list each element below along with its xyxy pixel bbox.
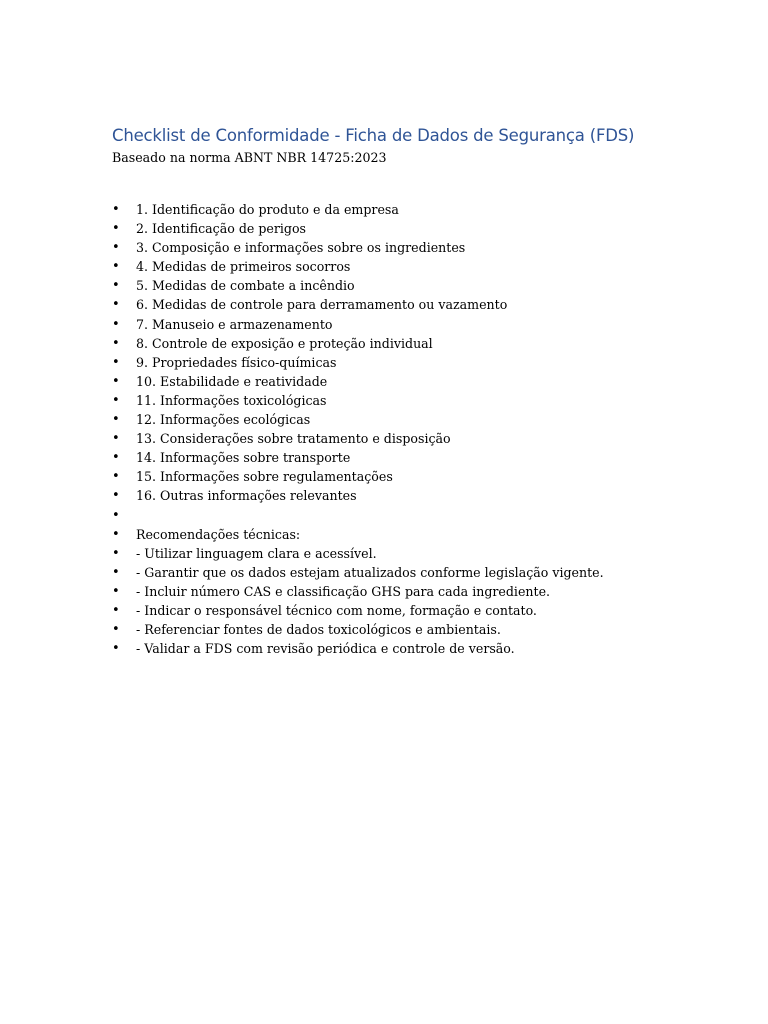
checklist-item-text: 13. Considerações sobre tratamento e disposição xyxy=(136,431,451,447)
checklist-item-text: - Garantir que os dados estejam atualizados conforme legislação vigente. xyxy=(136,564,604,580)
bullet-icon: • xyxy=(112,278,120,294)
checklist-item xyxy=(112,372,732,391)
checklist-item-text: - Referenciar fontes de dados toxicológicos e ambientais. xyxy=(136,622,501,638)
checklist-item-text: 9. Propriedades físico-químicas xyxy=(136,354,337,370)
checklist-item xyxy=(112,276,732,295)
document-subtitle: Baseado na norma ABNT NBR 14725:2023 xyxy=(112,150,387,165)
checklist-item xyxy=(112,410,732,429)
bullet-icon: • xyxy=(112,602,120,618)
checklist-item xyxy=(112,601,732,620)
bullet-icon: • xyxy=(112,545,120,561)
checklist-item-text: 10. Estabilidade e reatividade xyxy=(136,373,328,389)
checklist xyxy=(112,200,732,658)
checklist-item xyxy=(112,486,732,505)
checklist-item-text: 7. Manuseio e armazenamento xyxy=(136,316,333,332)
bullet-icon: • xyxy=(112,412,120,428)
checklist-item xyxy=(112,448,732,467)
bullet-icon: • xyxy=(112,259,120,275)
checklist-item xyxy=(112,295,732,314)
checklist-item-text: 15. Informações sobre regulamentações xyxy=(136,469,393,485)
checklist-item-text: 3. Composição e informações sobre os ingredientes xyxy=(136,240,466,256)
checklist-item-text: 8. Controle de exposição e proteção individual xyxy=(136,335,433,351)
checklist-item-text: - Incluir número CAS e classificação GHS para cada ingrediente. xyxy=(136,583,551,599)
checklist-item-text: - Utilizar linguagem clara e acessível. xyxy=(136,545,377,561)
checklist-item xyxy=(112,391,732,410)
checklist-item-text: 4. Medidas de primeiros socorros xyxy=(136,259,351,275)
checklist-item xyxy=(112,334,732,353)
checklist-item-text: - Validar a FDS com revisão periódica e controle de versão. xyxy=(136,641,515,657)
checklist-item xyxy=(112,639,732,658)
checklist-item xyxy=(112,467,732,486)
checklist-item xyxy=(112,582,732,601)
checklist-item xyxy=(112,219,732,238)
checklist-item-text: 2. Identificação de perigos xyxy=(136,221,307,237)
checklist-item xyxy=(112,353,732,372)
bullet-icon: • xyxy=(112,641,120,657)
bullet-icon: • xyxy=(112,450,120,466)
checklist-item xyxy=(112,257,732,276)
bullet-icon: • xyxy=(112,373,120,389)
bullet-icon: • xyxy=(112,335,120,351)
checklist-item-text: 11. Informações toxicológicas xyxy=(136,392,327,408)
checklist-item-text: - Indicar o responsável técnico com nome, formação e contato. xyxy=(136,602,537,618)
checklist-item-text: 5. Medidas de combate a incêndio xyxy=(136,278,355,294)
checklist-item xyxy=(112,200,732,219)
checklist-item xyxy=(112,315,732,334)
checklist-item-text: 6. Medidas de controle para derramamento ou vazamento xyxy=(136,297,508,313)
bullet-icon: • xyxy=(112,526,120,542)
checklist-item xyxy=(112,563,732,582)
bullet-icon: • xyxy=(112,297,120,313)
bullet-icon: • xyxy=(112,622,120,638)
bullet-icon: • xyxy=(112,202,120,217)
checklist-item-text: Recomendações técnicas: xyxy=(136,526,301,542)
checklist-item xyxy=(112,525,732,544)
checklist-item xyxy=(112,620,732,639)
checklist-item xyxy=(112,238,732,257)
bullet-icon: • xyxy=(112,221,120,237)
checklist-item-text: 1. Identificação do produto e da empresa xyxy=(136,202,399,217)
bullet-icon: • xyxy=(112,564,120,580)
bullet-icon: • xyxy=(112,488,120,504)
bullet-icon: • xyxy=(112,392,120,408)
bullet-icon: • xyxy=(112,469,120,485)
checklist-item-text: 12. Informações ecológicas xyxy=(136,412,311,428)
bullet-icon: • xyxy=(112,354,120,370)
bullet-icon: • xyxy=(112,316,120,332)
bullet-icon: • xyxy=(112,507,120,523)
checklist-item xyxy=(112,506,732,525)
checklist-item xyxy=(112,429,732,448)
checklist-item-text: 16. Outras informações relevantes xyxy=(136,488,357,504)
checklist-item-text: 14. Informações sobre transporte xyxy=(136,450,351,466)
bullet-icon: • xyxy=(112,583,120,599)
bullet-icon: • xyxy=(112,240,120,256)
document-title: Checklist de Conformidade - Ficha de Dados de Segurança (FDS) xyxy=(112,126,635,145)
bullet-icon: • xyxy=(112,431,120,447)
checklist-item xyxy=(112,544,732,563)
